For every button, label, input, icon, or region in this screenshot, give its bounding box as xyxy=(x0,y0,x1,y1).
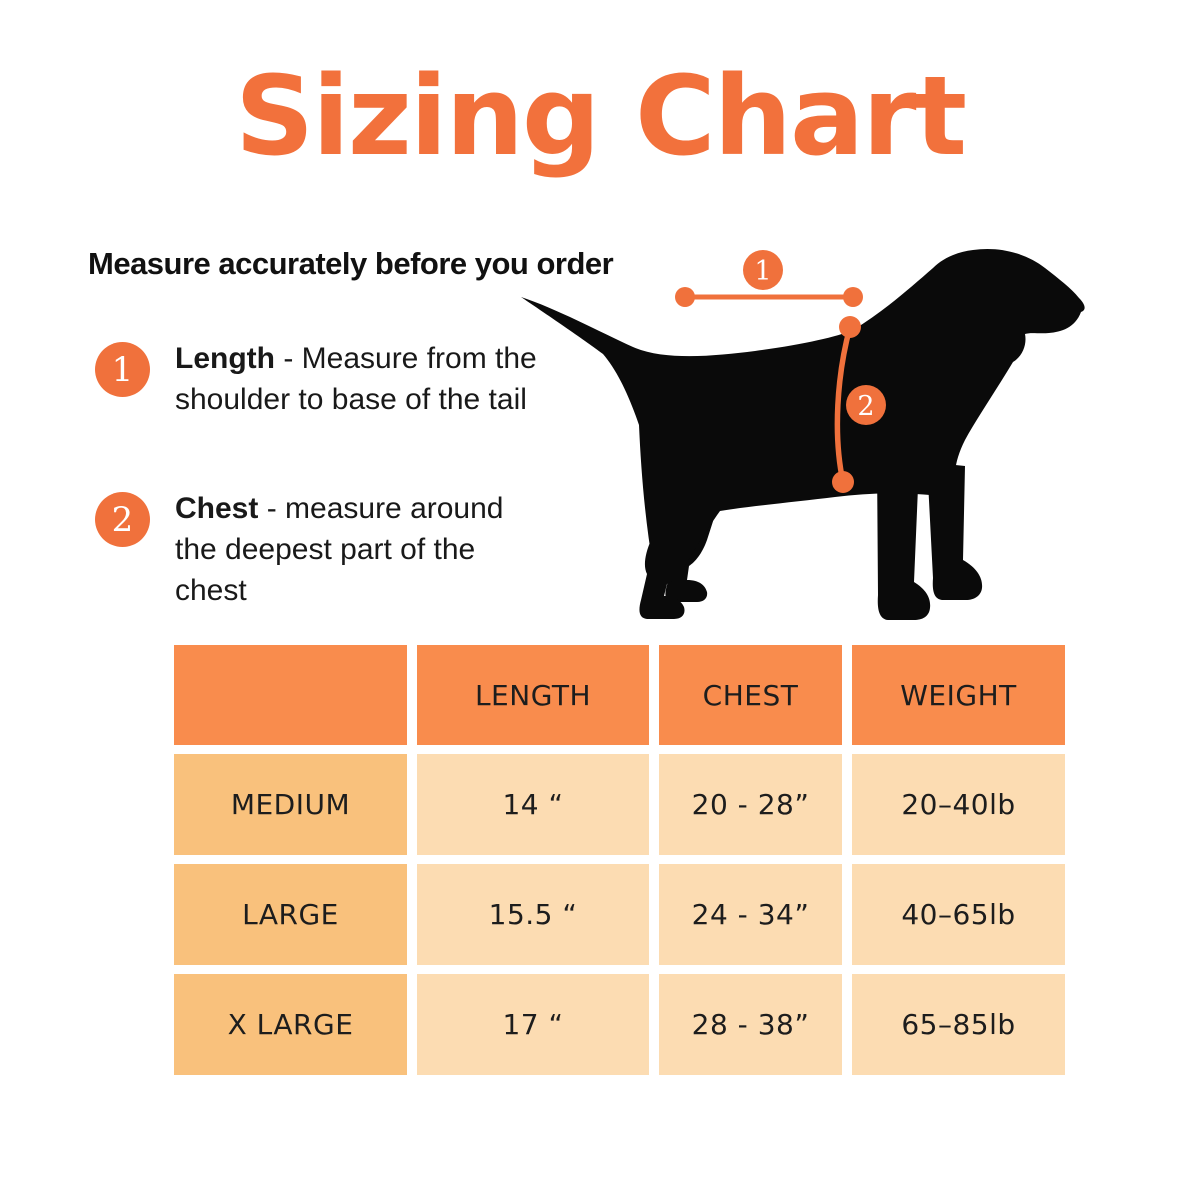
instruction-length-body: - Measure from the shoulder to base of the tail xyxy=(175,342,537,416)
table-row-medium-length: 14 “ xyxy=(417,754,649,855)
table-header-weight: WEIGHT xyxy=(852,645,1065,745)
table-row-large-chest: 24 - 34” xyxy=(659,864,842,965)
table-row-xlarge-label: X LARGE xyxy=(174,974,407,1075)
table-row-medium-weight: 20–40lb xyxy=(852,754,1065,855)
step-1-badge: 1 xyxy=(95,342,150,397)
dog-silhouette-icon xyxy=(515,240,1090,625)
table-row-xlarge-length: 17 “ xyxy=(417,974,649,1075)
instruction-length xyxy=(95,338,565,420)
instruction-chest-term: Chest xyxy=(175,492,259,525)
table-row-medium-chest: 20 - 28” xyxy=(659,754,842,855)
table-header-length: LENGTH xyxy=(417,645,649,745)
measurement-diagram xyxy=(515,240,1090,625)
table-row-medium-label: MEDIUM xyxy=(174,754,407,855)
table-corner-cell xyxy=(174,645,407,745)
diagram-marker-1-label: 1 xyxy=(754,256,772,287)
step-2-badge: 2 xyxy=(95,492,150,547)
instruction-chest xyxy=(95,488,565,611)
sizing-table xyxy=(174,645,1065,1075)
table-row-large-length: 15.5 “ xyxy=(417,864,649,965)
page-title: Sizing Chart xyxy=(234,52,966,180)
diagram-marker-2-label: 2 xyxy=(857,391,875,422)
instruction-chest-text xyxy=(175,488,547,611)
table-row-xlarge-chest: 28 - 38” xyxy=(659,974,842,1075)
table-row-xlarge-weight: 65–85lb xyxy=(852,974,1065,1075)
length-measure-line xyxy=(675,250,863,307)
subtitle: Measure accurately before you order xyxy=(88,246,614,281)
table-header-chest: CHEST xyxy=(659,645,842,745)
table-row-large-weight: 40–65lb xyxy=(852,864,1065,965)
instruction-chest-body: - measure around the deepest part of the chest xyxy=(175,492,504,607)
instruction-length-term: Length xyxy=(175,342,275,375)
table-row-large-label: LARGE xyxy=(174,864,407,965)
instruction-length-text xyxy=(175,338,547,420)
